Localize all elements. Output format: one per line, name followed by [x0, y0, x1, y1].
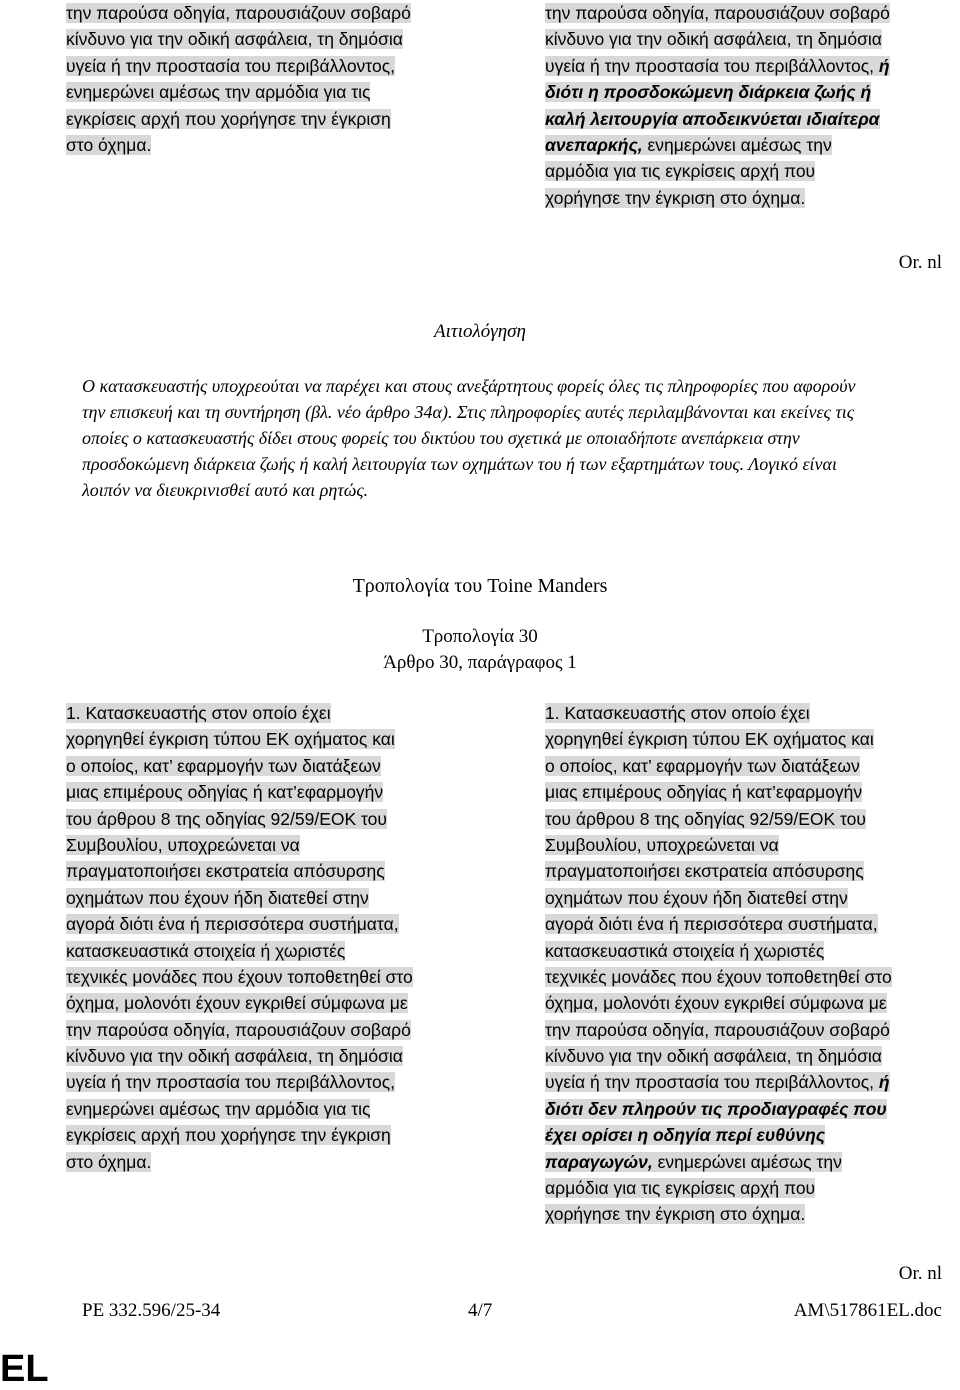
text-line — [545, 1043, 960, 1069]
text-segment: στο όχημα. — [66, 134, 152, 155]
text-segment: κίνδυνο για την οδική ασφάλεια, τη δημόσια — [545, 1046, 882, 1067]
text-segment: του άρθρου 8 της οδηγίας 92/59/ΕΟΚ του — [545, 808, 866, 829]
text-segment: μιας επιμέρους οδηγίας ή κατ’εφαρμογήν — [66, 782, 384, 803]
text-line — [545, 1149, 960, 1175]
text-line — [66, 726, 496, 752]
text-segment: 1. Κατασκευαστής στον οποίο έχει — [545, 703, 810, 723]
text-segment: μιας επιμέρους οδηγίας ή κατ’εφαρμογήν — [545, 782, 863, 803]
text-line — [545, 53, 960, 79]
text-line — [545, 990, 960, 1016]
text-line — [545, 185, 960, 211]
text-line — [66, 0, 496, 26]
text-line — [66, 26, 496, 52]
text-segment: την παρούσα οδηγία, παρουσιάζουν σοβαρό — [545, 3, 890, 23]
text-segment: στο όχημα. — [66, 1151, 152, 1172]
text-line — [545, 832, 960, 858]
text-line — [545, 911, 960, 937]
text-segment: όχημα, μολονότι έχουν εγκριθεί σύμφωνα με — [66, 993, 408, 1014]
footer-reference: PE 332.596/25-34 — [82, 1300, 221, 1321]
text-segment: κατασκευαστικά στοιχεία ή χωριστές — [66, 940, 346, 961]
text-line — [66, 911, 496, 937]
amended-text-segment: έχει ορίσει η οδηγία περί ευθύνης — [545, 1125, 826, 1146]
text-line — [545, 1175, 960, 1201]
text-segment: οχημάτων που έχουν ήδη διατεθεί στην — [545, 887, 848, 908]
text-segment: 1. Κατασκευαστής στον οποίο έχει — [66, 703, 331, 723]
top-right-column — [545, 0, 960, 211]
text-segment: αρμόδια για τις εγκρίσεις αρχή που — [545, 1178, 816, 1199]
text-segment: οχημάτων που έχουν ήδη διατεθεί στην — [66, 887, 369, 908]
text-segment: χορηγηθεί έγκριση τύπου ΕΚ οχήματος και — [66, 729, 395, 750]
text-line — [545, 726, 960, 752]
text-line — [66, 858, 496, 884]
text-line — [545, 806, 960, 832]
text-segment: Συμβουλίου, υποχρεώνεται να — [545, 834, 779, 855]
footer-document-code: AM\517861EL.doc — [793, 1300, 942, 1321]
text-segment: υγεία ή την προστασία του περιβάλλοντος, — [545, 55, 879, 76]
text-line — [66, 106, 496, 132]
top-left-column — [66, 0, 496, 158]
text-line — [66, 53, 496, 79]
text-segment: την παρούσα οδηγία, παρουσιάζουν σοβαρό — [66, 3, 411, 23]
text-line — [545, 132, 960, 158]
text-segment: κατασκευαστικά στοιχεία ή χωριστές — [545, 940, 825, 961]
text-segment: υγεία ή την προστασία του περιβάλλοντος, — [66, 55, 395, 76]
text-segment: χορηγηθεί έγκριση τύπου ΕΚ οχήματος και — [545, 729, 874, 750]
text-line — [545, 779, 960, 805]
text-segment: χορήγησε την έγκριση στο όχημα. — [545, 1204, 806, 1225]
text-line — [66, 1017, 496, 1043]
text-segment: την παρούσα οδηγία, παρουσιάζουν σοβαρό — [66, 1019, 411, 1040]
text-line — [66, 1069, 496, 1095]
original-language-note: Or. nl — [898, 1263, 942, 1284]
text-segment: του άρθρου 8 της οδηγίας 92/59/ΕΟΚ του — [66, 808, 387, 829]
text-line — [545, 26, 960, 52]
commission-text-column — [66, 700, 496, 1175]
amendment-number: Τροπολογία 30 — [422, 626, 538, 647]
text-line — [545, 106, 960, 132]
text-line — [66, 79, 496, 105]
text-segment: εγκρίσεις αρχή που χορήγησε την έγκριση — [66, 1125, 391, 1146]
justification-title: Αιτιολόγηση — [434, 321, 526, 342]
text-segment: αγορά διότι ένα ή περισσότερα συστήματα, — [545, 914, 878, 935]
amended-text-segment: παραγωγών, — [545, 1151, 653, 1172]
text-segment: αγορά διότι ένα ή περισσότερα συστήματα, — [66, 914, 399, 935]
text-segment: Συμβουλίου, υποχρεώνεται να — [66, 834, 300, 855]
text-line — [66, 1043, 496, 1069]
text-segment: όχημα, μολονότι έχουν εγκριθεί σύμφωνα με — [545, 993, 887, 1014]
text-segment: ενημερώνει αμέσως την αρμόδια για τις — [66, 82, 371, 103]
text-segment: ο οποίος, κατ’ εφαρμογήν των διατάξεων — [545, 755, 860, 776]
text-line — [66, 990, 496, 1016]
text-line — [545, 1017, 960, 1043]
text-segment: την παρούσα οδηγία, παρουσιάζουν σοβαρό — [545, 1019, 890, 1040]
text-line — [545, 964, 960, 990]
text-segment: υγεία ή την προστασία του περιβάλλοντος, — [545, 1072, 879, 1093]
amended-text-segment: διότι η προσδοκώμενη διάρκεια ζωής ή — [545, 82, 872, 103]
text-line — [66, 1096, 496, 1122]
text-segment: εγκρίσεις αρχή που χορήγησε την έγκριση — [66, 108, 391, 129]
text-line — [545, 1122, 960, 1148]
text-line — [66, 832, 496, 858]
text-line — [545, 1201, 960, 1227]
text-segment: τεχνικές μονάδες που έχουν τοποθετηθεί στο — [545, 966, 892, 987]
original-language-note: Or. nl — [898, 252, 942, 273]
text-line — [545, 0, 960, 26]
text-line — [66, 700, 496, 726]
text-segment: χορήγησε την έγκριση στο όχημα. — [545, 187, 806, 208]
amendment-author: Τροπολογία του Toine Manders — [352, 575, 608, 597]
justification-text: Ο κατασκευαστής υποχρεούται να παρέχει και στους ανεξάρτητους φορείς όλες τις πληροφορίες που αφορούν την επισκευή και τη συντήρηση (βλ. νέο άρθρο 34α). Στις πληροφορίες αυτές περιλαμβάνονται και εκείνες τις οποίες ο κατασκευαστής δίδει στους φορείς του δικτύου του σχετικά με οποιαδήποτε ανεπάρκεια στην προσδοκώμενη διάρκεια ζωής ή καλή λειτουργία των οχημάτων του ή των εξαρτημάτων τους. Λογικό είναι λοιπόν να διευκρινισθεί αυτό και ρητώς. — [82, 376, 856, 500]
text-line — [545, 938, 960, 964]
text-segment: αρμόδια για τις εγκρίσεις αρχή που — [545, 161, 816, 182]
text-segment: πραγματοποιήσει εκστρατεία απόσυρσης — [66, 861, 385, 882]
text-segment: ενημερώνει αμέσως την — [652, 1151, 842, 1172]
text-segment: ενημερώνει αμέσως την — [642, 134, 832, 155]
text-segment: κίνδυνο για την οδική ασφάλεια, τη δημόσια — [66, 1046, 403, 1067]
text-line — [66, 779, 496, 805]
text-segment: ο οποίος, κατ’ εφαρμογήν των διατάξεων — [66, 755, 381, 776]
text-line — [545, 700, 960, 726]
text-line — [545, 158, 960, 184]
language-code: EL — [0, 1348, 49, 1390]
text-segment: κίνδυνο για την οδική ασφάλεια, τη δημόσια — [66, 29, 403, 50]
text-line — [66, 1122, 496, 1148]
text-segment: πραγματοποιήσει εκστρατεία απόσυρσης — [545, 861, 864, 882]
text-line — [545, 885, 960, 911]
text-line — [545, 1069, 960, 1095]
amended-text-column — [545, 700, 960, 1228]
text-line — [66, 1149, 496, 1175]
text-line — [545, 79, 960, 105]
text-segment: κίνδυνο για την οδική ασφάλεια, τη δημόσια — [545, 29, 882, 50]
text-line — [66, 964, 496, 990]
text-segment: ενημερώνει αμέσως την αρμόδια για τις — [66, 1098, 371, 1119]
text-line — [545, 753, 960, 779]
amendment-article: Άρθρο 30, παράγραφος 1 — [383, 652, 577, 673]
text-line — [545, 858, 960, 884]
text-line — [66, 806, 496, 832]
text-line — [66, 753, 496, 779]
text-segment: τεχνικές μονάδες που έχουν τοποθετηθεί στο — [66, 966, 413, 987]
amended-text-segment: ή — [878, 1072, 890, 1093]
text-line — [66, 885, 496, 911]
amended-text-segment: ανεπαρκής, — [545, 134, 643, 155]
amended-text-segment: διότι δεν πληρούν τις προδιαγραφές που — [545, 1098, 887, 1119]
text-line — [66, 938, 496, 964]
text-line — [66, 132, 496, 158]
footer-page-number: 4/7 — [468, 1300, 493, 1321]
amended-text-segment: ή — [878, 55, 890, 76]
amended-text-segment: καλή λειτουργία αποδεικνύεται ιδιαίτερα — [545, 108, 880, 129]
text-segment: υγεία ή την προστασία του περιβάλλοντος, — [66, 1072, 395, 1093]
text-line — [545, 1096, 960, 1122]
